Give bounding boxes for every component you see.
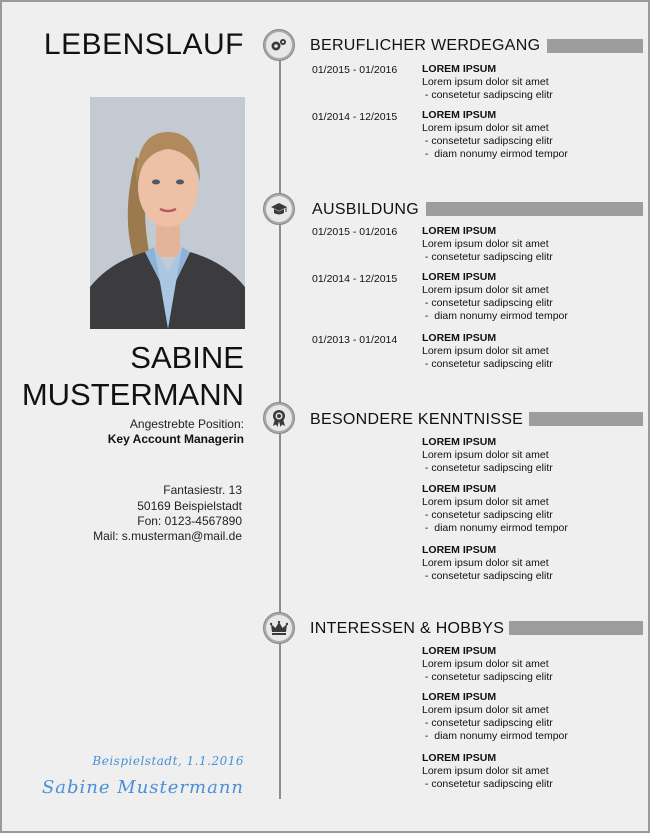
career-entry-2-date: 01/2014 - 12/2015 bbox=[312, 111, 398, 123]
section-bar-hobbies bbox=[509, 621, 643, 635]
contact-phone: Fon: 0123-4567890 bbox=[137, 514, 242, 528]
education-entry-2-date: 01/2014 - 12/2015 bbox=[312, 273, 398, 285]
entry-line: Lorem ipsum dolor sit amet bbox=[422, 496, 549, 508]
signature-name: Sabine Mustermann bbox=[41, 777, 244, 798]
award-ribbon-icon bbox=[263, 402, 295, 434]
entry-line: - diam nonumy eirmod tempor bbox=[422, 148, 568, 160]
position-value: Key Account Managerin bbox=[107, 432, 244, 446]
full-name bbox=[12, 339, 244, 413]
section-bar-education bbox=[426, 202, 643, 216]
career-entry-2 bbox=[422, 109, 568, 161]
entry-line: - diam nonumy eirmod tempor bbox=[422, 730, 568, 742]
entry-heading: LOREM IPSUM bbox=[422, 645, 497, 657]
hobbies-entry-3 bbox=[422, 752, 553, 791]
entry-heading: LOREM IPSUM bbox=[422, 332, 497, 344]
education-entry-1 bbox=[422, 225, 553, 264]
entry-line: - consetetur sadipscing elitr bbox=[422, 297, 553, 309]
entry-line: Lorem ipsum dolor sit amet bbox=[422, 284, 549, 296]
entry-line: - consetetur sadipscing elitr bbox=[422, 778, 553, 790]
first-name: SABINE bbox=[130, 340, 244, 375]
education-entry-2 bbox=[422, 271, 568, 323]
profile-photo bbox=[90, 97, 245, 329]
section-title-skills: BESONDERE KENNTNISSE bbox=[310, 411, 524, 428]
crown-icon bbox=[263, 612, 295, 644]
entry-heading: LOREM IPSUM bbox=[422, 483, 497, 495]
position-label: Angestrebte Position: bbox=[129, 417, 244, 431]
entry-heading: LOREM IPSUM bbox=[422, 752, 497, 764]
entry-line: - consetetur sadipscing elitr bbox=[422, 135, 553, 147]
entry-heading: LOREM IPSUM bbox=[422, 109, 497, 121]
entry-heading: LOREM IPSUM bbox=[422, 225, 497, 237]
portrait-illustration bbox=[90, 97, 245, 329]
entry-line: - diam nonumy eirmod tempor bbox=[422, 310, 568, 322]
education-entry-3-date: 01/2013 - 01/2014 bbox=[312, 334, 398, 346]
entry-line: - consetetur sadipscing elitr bbox=[422, 671, 553, 683]
entry-heading: LOREM IPSUM bbox=[422, 63, 497, 75]
skills-entry-3 bbox=[422, 544, 553, 583]
entry-line: Lorem ipsum dolor sit amet bbox=[422, 449, 549, 461]
entry-line: Lorem ipsum dolor sit amet bbox=[422, 76, 549, 88]
section-title-career: BERUFLICHER WERDEGANG bbox=[310, 37, 541, 54]
entry-line: - consetetur sadipscing elitr bbox=[422, 717, 553, 729]
signature-place-date: Beispielstadt, 1.1.2016 bbox=[92, 754, 244, 768]
graduation-cap-icon bbox=[263, 193, 295, 225]
entry-line: - consetetur sadipscing elitr bbox=[422, 358, 553, 370]
entry-line: Lorem ipsum dolor sit amet bbox=[422, 557, 549, 569]
education-entry-1-date: 01/2015 - 01/2016 bbox=[312, 226, 398, 238]
entry-line: - consetetur sadipscing elitr bbox=[422, 509, 553, 521]
entry-line: Lorem ipsum dolor sit amet bbox=[422, 658, 549, 670]
contact-mail: Mail: s.musterman@mail.de bbox=[93, 529, 242, 543]
section-title-education: AUSBILDUNG bbox=[312, 201, 420, 218]
entry-line: - diam nonumy eirmod tempor bbox=[422, 522, 568, 534]
entry-heading: LOREM IPSUM bbox=[422, 691, 497, 703]
address-street: Fantasiestr. 13 bbox=[163, 483, 242, 497]
hobbies-entry-2 bbox=[422, 691, 568, 743]
career-entry-1-date: 01/2015 - 01/2016 bbox=[312, 64, 398, 76]
section-bar-career bbox=[547, 39, 643, 53]
entry-line: - consetetur sadipscing elitr bbox=[422, 251, 553, 263]
skills-entry-1 bbox=[422, 436, 553, 475]
section-bar-skills bbox=[529, 412, 643, 426]
entry-line: Lorem ipsum dolor sit amet bbox=[422, 238, 549, 250]
entry-heading: LOREM IPSUM bbox=[422, 271, 497, 283]
address-city: 50169 Beispielstadt bbox=[137, 499, 242, 513]
page-title: LEBENSLAUF bbox=[43, 28, 244, 61]
entry-line: - consetetur sadipscing elitr bbox=[422, 462, 553, 474]
hobbies-entry-1 bbox=[422, 645, 553, 684]
entry-line: Lorem ipsum dolor sit amet bbox=[422, 122, 549, 134]
entry-heading: LOREM IPSUM bbox=[422, 436, 497, 448]
section-title-hobbies: INTERESSEN & HOBBYS bbox=[310, 620, 505, 637]
entry-line: Lorem ipsum dolor sit amet bbox=[422, 765, 549, 777]
entry-heading: LOREM IPSUM bbox=[422, 544, 497, 556]
last-name: MUSTERMANN bbox=[21, 377, 244, 412]
entry-line: Lorem ipsum dolor sit amet bbox=[422, 704, 549, 716]
career-entry-1 bbox=[422, 63, 553, 102]
entry-line: Lorem ipsum dolor sit amet bbox=[422, 345, 549, 357]
entry-line: - consetetur sadipscing elitr bbox=[422, 89, 553, 101]
gears-icon bbox=[263, 29, 295, 61]
entry-line: - consetetur sadipscing elitr bbox=[422, 570, 553, 582]
skills-entry-2 bbox=[422, 483, 568, 535]
education-entry-3 bbox=[422, 332, 553, 371]
